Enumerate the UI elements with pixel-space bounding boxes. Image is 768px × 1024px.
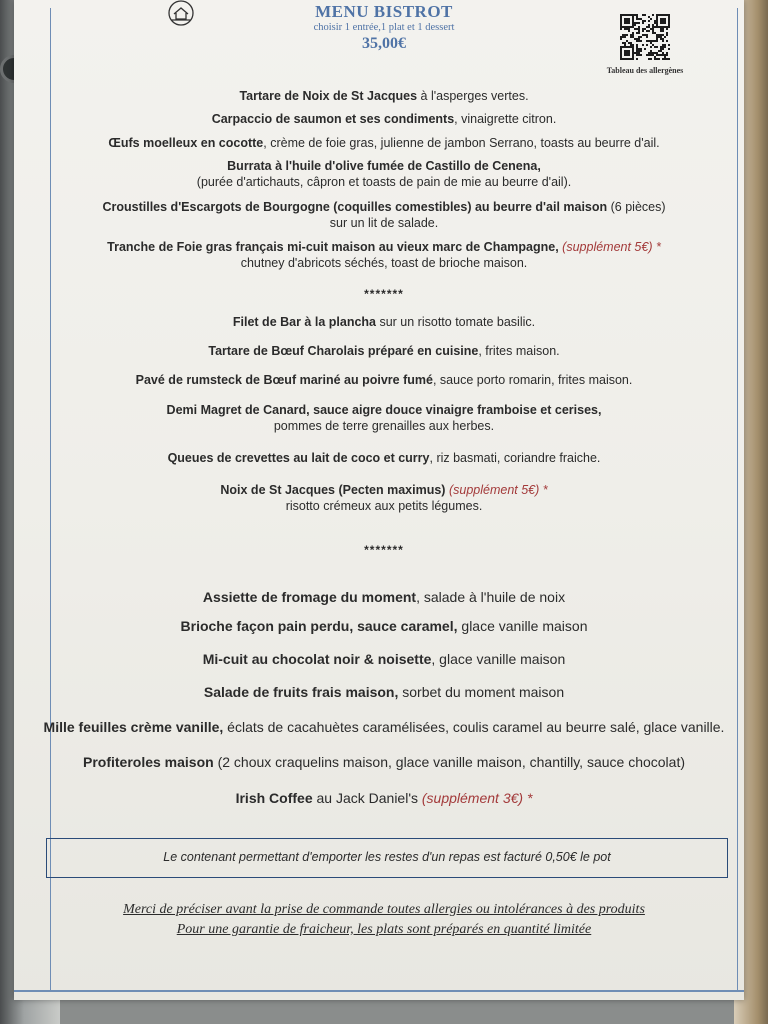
- menu-item: [0, 402, 768, 434]
- menu-item: [0, 588, 768, 606]
- supplement-note: (supplément 5€) *: [448, 483, 548, 497]
- menu-item-description: , vinaigrette citron.: [454, 112, 557, 126]
- menu-item: [0, 135, 768, 151]
- menu-item-name: Mille feuilles crème vanille,: [43, 719, 224, 735]
- menu-item-name: Assiette de fromage du moment: [202, 589, 417, 605]
- menu-item-name: Croustilles d'Escargots de Bourgogne (coquilles comestibles) au beurre d'ail maison: [102, 200, 608, 214]
- menu-item-description: (6 pièces): [607, 200, 666, 214]
- freshness-footnote: Pour une garantie de fraicheur, les plats sont préparés en quantité limitée: [176, 922, 592, 937]
- menu-item: [0, 789, 768, 807]
- menu-item: [0, 482, 768, 514]
- takeaway-notice: Le contenant permettant d'emporter les restes d'un repas est facturé 0,50€ le pot: [46, 838, 728, 878]
- menu-item-name: Noix de St Jacques (Pecten maximus): [220, 483, 446, 497]
- menu-item-name: Queues de crevettes au lait de coco et curry: [167, 451, 430, 465]
- allergen-table-label: Tableau des allergènes: [606, 66, 684, 75]
- menu-item-name: Pavé de rumsteck de Bœuf mariné au poivre fumé: [135, 373, 433, 387]
- separator: *******: [364, 287, 404, 301]
- menu-item-name: Filet de Bar à la plancha: [232, 315, 376, 329]
- menu-price: 35,00€: [362, 35, 406, 52]
- menu-item-description: au Jack Daniel's: [312, 790, 422, 806]
- menu-item-description: , sauce porto romarin, frites maison.: [432, 373, 633, 387]
- menu-item-description: glace vanille maison: [457, 618, 588, 634]
- menu-item-description: sorbet du moment maison: [398, 684, 565, 700]
- menu-item: [0, 683, 768, 701]
- menu-item-detail: chutney d'abricots séchés, toast de brioche maison.: [240, 256, 528, 270]
- menu-item-name: Mi-cuit au chocolat noir & noisette: [202, 651, 432, 667]
- menu-item-description: sur un risotto tomate basilic.: [376, 315, 536, 329]
- menu-item-description: , crème de foie gras, julienne de jambon Serrano, toasts au beurre d'ail.: [263, 136, 660, 150]
- menu-item-description: éclats de cacahuètes caramélisées, coulis caramel au beurre salé, glace vanille.: [223, 719, 725, 735]
- menu-item: [0, 199, 768, 231]
- menu-item-description: , salade à l'huile de noix: [416, 589, 566, 605]
- menu-item-description: à l'asperges vertes.: [417, 89, 529, 103]
- menu-item-detail: risotto crémeux aux petits légumes.: [285, 499, 483, 513]
- menu-item-name: Œufs moelleux en cocotte: [108, 136, 264, 150]
- menu-item-detail: sur un lit de salade.: [329, 216, 439, 230]
- menu-item-detail: (purée d'artichauts, câpron et toasts de pain de mie au beurre d'ail).: [196, 175, 572, 189]
- menu-item: [0, 753, 768, 771]
- menu-item-description: , frites maison.: [478, 344, 560, 358]
- menu-item-description: , riz basmati, coriandre fraiche.: [429, 451, 601, 465]
- menu-item-name: Tartare de Noix de St Jacques: [239, 89, 418, 103]
- menu-subtitle: choisir 1 entrée,1 plat et 1 dessert: [313, 22, 455, 33]
- menu-item: [0, 314, 768, 330]
- menu-item: [0, 650, 768, 668]
- menu-item: [0, 158, 768, 190]
- separator: *******: [364, 543, 404, 557]
- menu-item-name: Brioche façon pain perdu, sauce caramel,: [180, 618, 458, 634]
- menu-item-name: Tartare de Bœuf Charolais préparé en cuisine: [208, 344, 479, 358]
- menu-item-name: Tranche de Foie gras français mi-cuit maison au vieux marc de Champagne,: [107, 240, 559, 254]
- menu-item: [0, 372, 768, 388]
- menu-item-name: Salade de fruits frais maison,: [203, 684, 399, 700]
- supplement-note: (supplément 3€) *: [421, 790, 533, 806]
- frame-bottom-line: [14, 990, 744, 992]
- menu-item: [0, 450, 768, 466]
- menu-item: [0, 718, 768, 736]
- menu-item-name: Carpaccio de saumon et ses condiments: [211, 112, 455, 126]
- menu-item: [0, 617, 768, 635]
- menu-item-description: , glace vanille maison: [431, 651, 566, 667]
- menu-item: [0, 343, 768, 359]
- menu-item-description: (2 choux craquelins maison, glace vanille maison, chantilly, sauce chocolat): [213, 754, 685, 770]
- allergy-footnote: Merci de préciser avant la prise de commande toutes allergies ou intolérances à des produits: [123, 902, 645, 917]
- menu-item-name: Profiteroles maison: [82, 754, 214, 770]
- menu-item-name: Irish Coffee: [235, 790, 313, 806]
- menu-item: [0, 88, 768, 104]
- qr-code-icon[interactable]: [620, 14, 670, 60]
- menu-item-detail: pommes de terre grenailles aux herbes.: [273, 419, 495, 433]
- menu-item: [0, 111, 768, 127]
- menu-item-name: Burrata à l'huile d'olive fumée de Castillo de Cenena,: [227, 159, 541, 173]
- menu-title: MENU BISTROT: [315, 2, 453, 21]
- supplement-note: (supplément 5€) *: [558, 240, 661, 254]
- menu-item-name: Demi Magret de Canard, sauce aigre douce vinaigre framboise et cerises,: [166, 403, 602, 417]
- menu-item: [0, 239, 768, 271]
